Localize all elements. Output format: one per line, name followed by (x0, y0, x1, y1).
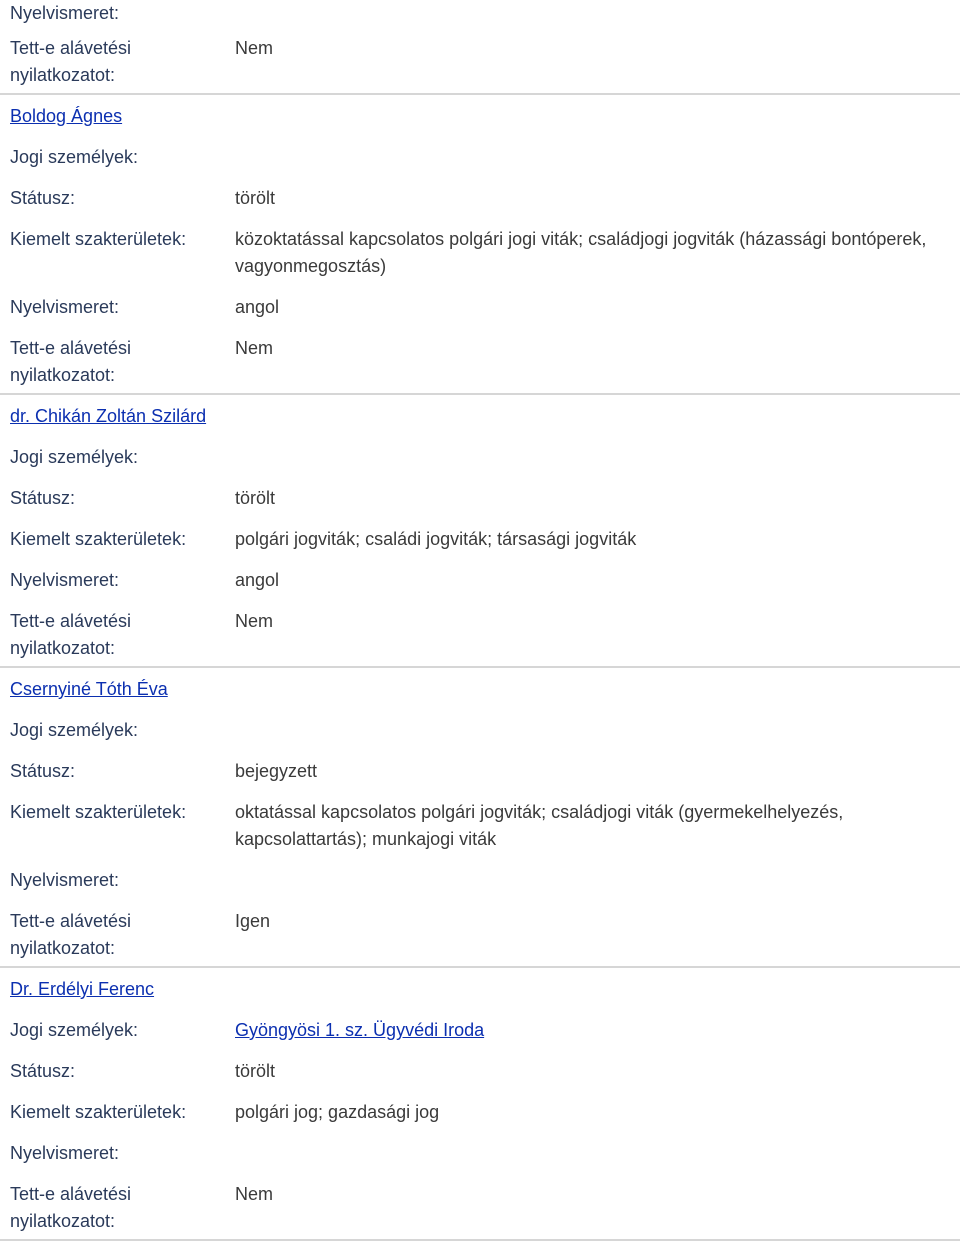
entry-name-row (0, 403, 960, 430)
kiemelt-label: Kiemelt szakterületek: (10, 1102, 187, 1122)
nyelv-value (235, 0, 960, 27)
tett-label-line1: Tett-e alávetési (10, 338, 132, 358)
jogi-value (235, 1017, 960, 1044)
kiemelt-row (0, 526, 960, 553)
kiemelt-line2: vagyonmegosztás) (235, 256, 387, 276)
jogi-row (0, 444, 960, 471)
kiemelt-line1: oktatással kapcsolatos polgári jogviták; családjogi viták (gyermekelhelyezés, (235, 802, 844, 822)
kiemelt-label: Kiemelt szakterületek: (10, 229, 187, 249)
lawyer-name-link[interactable]: Csernyiné Tóth Éva (10, 679, 168, 699)
entry-name-row (0, 976, 960, 1003)
tett-label-line2: nyilatkozatot: (10, 938, 116, 958)
tett-label (0, 335, 235, 389)
tett-row (0, 335, 960, 389)
kiemelt-value: polgári jogviták; családi jogviták; társasági jogviták (235, 529, 637, 549)
tett-value: Igen (235, 911, 271, 931)
kiemelt-value (235, 799, 960, 853)
tett-label-line2: nyilatkozatot: (10, 638, 116, 658)
tett-row (0, 1181, 960, 1235)
tett-label (0, 1181, 235, 1235)
jogi-label: Jogi személyek: (10, 720, 139, 740)
statusz-row (0, 1058, 960, 1085)
nyelv-label: Nyelvismeret: (10, 297, 120, 317)
top-nyelv-row (0, 0, 960, 27)
statusz-value: törölt (235, 1061, 276, 1081)
jogi-label: Jogi személyek: (10, 1020, 139, 1040)
kiemelt-line1: közoktatással kapcsolatos polgári jogi viták; családjogi jogviták (házassági bontóperek, (235, 229, 927, 249)
statusz-row (0, 485, 960, 512)
kiemelt-row (0, 799, 960, 853)
tett-value: Nem (235, 1184, 274, 1204)
tett-label-line1: Tett-e alávetési (10, 611, 132, 631)
statusz-label: Státusz: (10, 1061, 76, 1081)
jogi-row (0, 144, 960, 171)
tett-label (0, 35, 235, 89)
nyelv-label: Nyelvismeret: (10, 570, 120, 590)
nyelv-label: Nyelvismeret: (10, 3, 120, 23)
statusz-label: Státusz: (10, 188, 76, 208)
nyelv-row (0, 867, 960, 894)
tett-label (0, 908, 235, 962)
tett-label-line1: Tett-e alávetési (10, 38, 132, 58)
tett-value: Nem (235, 338, 274, 358)
nyelv-label: Nyelvismeret: (10, 870, 120, 890)
law-firm-link[interactable]: Gyöngyösi 1. sz. Ügyvédi Iroda (235, 1020, 485, 1040)
statusz-label: Státusz: (10, 488, 76, 508)
jogi-row (0, 717, 960, 744)
separator (0, 1239, 960, 1241)
tett-label-line1: Tett-e alávetési (10, 1184, 132, 1204)
nyelv-label: Nyelvismeret: (10, 1143, 120, 1163)
lawyer-name-link[interactable]: Dr. Erdélyi Ferenc (10, 979, 155, 999)
nyelv-value (235, 867, 960, 894)
kiemelt-line2: kapcsolattartás); munkajogi viták (235, 829, 497, 849)
tett-label-line1: Tett-e alávetési (10, 911, 132, 931)
entry-name-row (0, 676, 960, 703)
nyelv-row (0, 1140, 960, 1167)
jogi-label: Jogi személyek: (10, 147, 139, 167)
tett-label-line2: nyilatkozatot: (10, 1211, 116, 1231)
statusz-value: törölt (235, 488, 276, 508)
top-tett-row (0, 35, 960, 89)
kiemelt-row (0, 226, 960, 280)
statusz-row (0, 185, 960, 212)
kiemelt-label: Kiemelt szakterületek: (10, 529, 187, 549)
tett-row (0, 608, 960, 662)
entry-name-row (0, 103, 960, 130)
separator (0, 666, 960, 668)
jogi-value (235, 717, 960, 744)
tett-value: Nem (235, 611, 274, 631)
separator (0, 966, 960, 968)
statusz-value: törölt (235, 188, 276, 208)
nyelv-row (0, 567, 960, 594)
kiemelt-label: Kiemelt szakterületek: (10, 802, 187, 822)
separator (0, 393, 960, 395)
tett-label-line2: nyilatkozatot: (10, 365, 116, 385)
lawyer-name-link[interactable]: dr. Chikán Zoltán Szilárd (10, 406, 207, 426)
nyelv-value: angol (235, 570, 280, 590)
statusz-label: Státusz: (10, 761, 76, 781)
jogi-label: Jogi személyek: (10, 447, 139, 467)
jogi-row (0, 1017, 960, 1044)
kiemelt-value (235, 226, 960, 280)
nyelv-value: angol (235, 297, 280, 317)
jogi-value (235, 144, 960, 171)
nyelv-row (0, 294, 960, 321)
tett-label-line2: nyilatkozatot: (10, 65, 116, 85)
kiemelt-value: polgári jog; gazdasági jog (235, 1102, 440, 1122)
separator (0, 93, 960, 95)
jogi-value (235, 444, 960, 471)
tett-label (0, 608, 235, 662)
statusz-value: bejegyzett (235, 761, 318, 781)
tett-row (0, 908, 960, 962)
statusz-row (0, 758, 960, 785)
lawyer-name-link[interactable]: Boldog Ágnes (10, 106, 123, 126)
nyelv-value (235, 1140, 960, 1167)
kiemelt-row (0, 1099, 960, 1126)
tett-value: Nem (235, 38, 274, 58)
